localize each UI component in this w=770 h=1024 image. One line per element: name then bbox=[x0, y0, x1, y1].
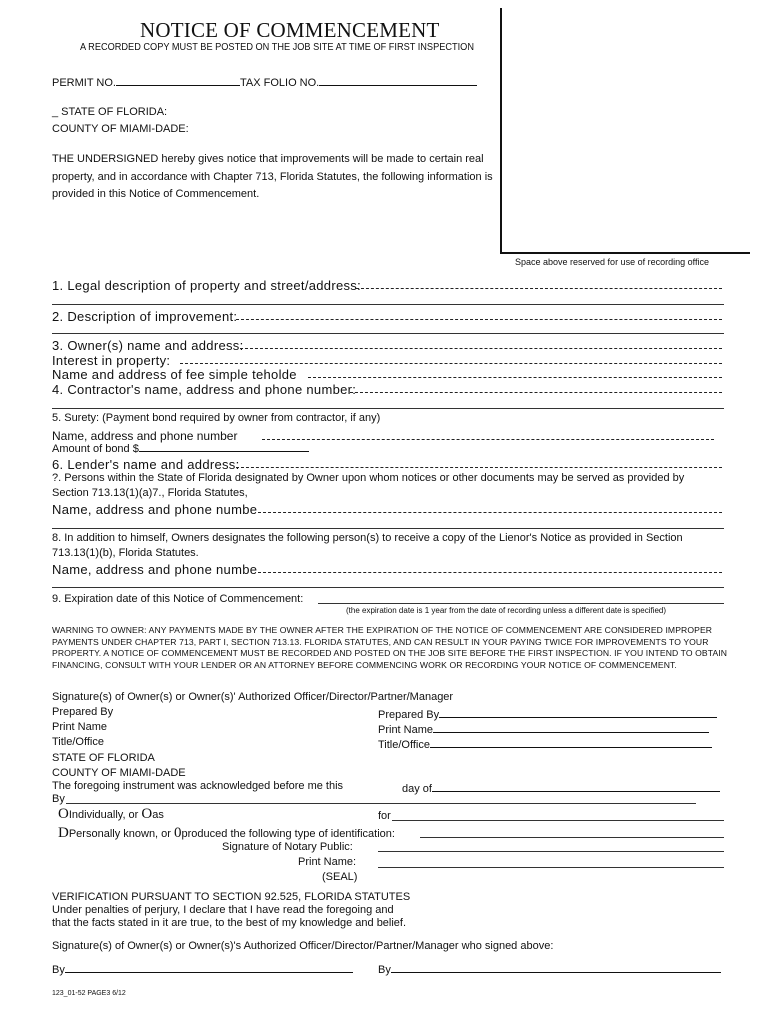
day-of-label: day of bbox=[402, 783, 432, 795]
state-line: _ STATE OF FLORIDA: bbox=[52, 106, 168, 118]
by-right-line[interactable] bbox=[391, 961, 721, 973]
improvement-line-2[interactable] bbox=[52, 333, 724, 334]
for-label: for bbox=[378, 810, 391, 822]
improvement-label: 2. Description of improvement: bbox=[52, 309, 238, 324]
permit-number-field[interactable] bbox=[52, 74, 477, 89]
item8-name-line-2[interactable] bbox=[52, 587, 724, 588]
by-right-field[interactable] bbox=[378, 961, 721, 976]
by-left-field[interactable] bbox=[52, 961, 353, 976]
produced-id-label: produced the following type of identification: bbox=[181, 828, 395, 840]
form-code-footer: 123_01-52 PAGE3 6/12 bbox=[52, 990, 126, 997]
notary-state: STATE OF FLORIDA bbox=[52, 752, 155, 764]
recording-box-border-left bbox=[500, 8, 502, 252]
signature-heading: Signature(s) of Owner(s) or Owner(s)' Authorized Officer/Director/Partner/Manager bbox=[52, 691, 454, 703]
item8-line-2: 713.13(1)(b), Florida Statutes. bbox=[52, 547, 199, 559]
prepared-by-left-label: Prepared By bbox=[52, 706, 114, 718]
legal-description-line[interactable] bbox=[356, 288, 722, 289]
as-label: as bbox=[152, 809, 164, 821]
persons-designated-line-2: Section 713.13(1)(a)7., Florida Statutes, bbox=[52, 487, 248, 499]
surety-name-line[interactable] bbox=[262, 439, 714, 440]
contractor-label: 4. Contractor's name, address and phone number: bbox=[52, 382, 357, 397]
surety-label: 5. Surety: (Payment bond required by owner from contractor, if any) bbox=[52, 412, 381, 424]
verification-heading: VERIFICATION PURSUANT TO SECTION 92.525, FLORIDA STATUTES bbox=[52, 891, 411, 903]
by-left-label: By bbox=[52, 964, 65, 976]
day-of-line[interactable] bbox=[432, 780, 720, 792]
county-line: COUNTY OF MIAMI-DADE: bbox=[52, 123, 189, 135]
individually-label: Individually, or bbox=[68, 809, 139, 821]
recording-note: Space above reserved for use of recording office bbox=[515, 257, 709, 267]
tax-folio-label: TAX FOLIO NO. bbox=[239, 77, 320, 89]
verification-block bbox=[52, 891, 410, 930]
persons-name-line[interactable] bbox=[258, 512, 722, 513]
for-line[interactable] bbox=[392, 820, 724, 821]
item8-name-line[interactable] bbox=[258, 572, 722, 573]
acknowledged-by-line[interactable] bbox=[66, 803, 696, 804]
notary-signature-label: Signature of Notary Public: bbox=[222, 841, 353, 853]
personally-known-label: Personally known, or bbox=[68, 828, 171, 840]
print-name-right-label: Print Name bbox=[378, 724, 434, 736]
recording-box-border-bottom bbox=[500, 252, 750, 254]
interest-line[interactable] bbox=[180, 363, 722, 364]
expiration-line[interactable] bbox=[318, 603, 724, 604]
legal-description-line-2[interactable] bbox=[52, 304, 724, 305]
print-name-right-line[interactable] bbox=[433, 721, 709, 733]
produced-id-checkbox-icon[interactable]: 0 bbox=[174, 825, 182, 841]
item8-line-1: 8. In addition to himself, Owners designates the following person(s) to receive a copy of the Lienor's Notice as provided in Section bbox=[52, 532, 683, 544]
seal-label: (SEAL) bbox=[322, 871, 358, 883]
expiration-label: 9. Expiration date of this Notice of Commencement: bbox=[52, 593, 304, 605]
fee-simple-line[interactable] bbox=[308, 377, 722, 378]
interest-label: Interest in property: bbox=[52, 353, 171, 368]
persons-name-label: Name, address and phone numbe bbox=[52, 502, 258, 517]
bond-amount-line[interactable] bbox=[139, 440, 309, 452]
contractor-line-2[interactable] bbox=[52, 408, 724, 409]
improvement-line[interactable] bbox=[236, 319, 722, 320]
contractor-line[interactable] bbox=[350, 392, 722, 393]
notary-print-name-line[interactable] bbox=[378, 867, 724, 868]
title-office-right-field[interactable] bbox=[378, 736, 712, 751]
capacity-line bbox=[58, 806, 164, 823]
verification-line-1: Under penalties of perjury, I declare that I have read the foregoing and bbox=[52, 904, 394, 916]
title-office-right-label: Title/Office bbox=[378, 739, 430, 751]
title-office-left-label: Title/Office bbox=[52, 736, 104, 748]
print-name-right-field[interactable] bbox=[378, 721, 709, 736]
prepared-by-right-field[interactable] bbox=[378, 706, 717, 721]
lender-line[interactable] bbox=[236, 467, 722, 468]
as-checkbox-icon[interactable]: O bbox=[141, 806, 153, 822]
by-right-label: By bbox=[378, 964, 391, 976]
warning-to-owner: WARNING TO OWNER: ANY PAYMENTS MADE BY THE OWNER AFTER THE EXPIRATION OF THE NOTICE OF COMMENCEMENT ARE CONSIDERED IMPROPER PAYMENTS UNDER CHAPTER 713, PART I, SECTION 713.13. FLORIDA STATUTES, AND CAN RESULT IN YOUR PAYING TWICE FOR IMPROVEMENTS TO YOUR PROPERTY. A NOTICE OF COMMENCEMENT MUST BE RECORDED AND POSTED ON THE JOB SITE BEFORE THE FIRST INSPECTION. IF YOU INTEND TO OBTAIN FINANCING, CONSULT WITH YOUR LENDER OR AN ATTORNEY BEFORE COMMENCING WORK OR RECORDING YOUR NOTICE OF COMMENCEMENT. bbox=[52, 625, 728, 670]
form-subtitle: A RECORDED COPY MUST BE POSTED ON THE JOB SITE AT TIME OF FIRST INSPECTION bbox=[80, 42, 474, 53]
foregoing-text: The foregoing instrument was acknowledged before me this bbox=[52, 780, 344, 792]
identification-type-line[interactable] bbox=[420, 837, 724, 838]
day-of-field[interactable] bbox=[402, 780, 720, 795]
bond-amount-label: Amount of bond $ bbox=[52, 443, 139, 455]
bond-amount-field[interactable] bbox=[52, 440, 309, 455]
print-name-left-label: Print Name bbox=[52, 721, 108, 733]
permit-label: PERMIT NO. bbox=[52, 77, 116, 89]
form-title: NOTICE OF COMMENCEMENT bbox=[140, 18, 440, 42]
identification-line bbox=[58, 825, 395, 842]
verification-line-2: that the facts stated in it are true, to the best of my knowledge and belief. bbox=[52, 917, 407, 929]
notary-county: COUNTY OF MIAMI-DADE bbox=[52, 767, 186, 779]
notary-signature-line[interactable] bbox=[378, 851, 724, 852]
persons-name-line-2[interactable] bbox=[52, 528, 724, 529]
intro-paragraph: THE UNDERSIGNED hereby gives notice that improvements will be made to certain real property, and in accordance with Chapter 713, Florida Statutes, the following information is provided in this Notice of Commencement. bbox=[52, 153, 493, 200]
notary-print-name-label: Print Name: bbox=[298, 856, 357, 868]
by-left-line[interactable] bbox=[65, 961, 353, 973]
persons-designated-line-1: ?. Persons within the State of Florida designated by Owner upon whom notices or other documents may be served as provided by bbox=[52, 472, 685, 484]
owner-line[interactable] bbox=[240, 348, 722, 349]
expiration-note: (the expiration date is 1 year from the date of recording unless a different date is specified) bbox=[346, 606, 667, 615]
signed-above-label: Signature(s) of Owner(s) or Owner(s)'s Authorized Officer/Director/Partner/Manager who signed above: bbox=[52, 940, 554, 952]
lender-label: 6. Lender's name and address: bbox=[52, 457, 240, 472]
prepared-by-right-line[interactable] bbox=[439, 706, 717, 718]
owner-label: 3. Owner(s) name and address: bbox=[52, 338, 244, 353]
legal-description-label: 1. Legal description of property and street/address: bbox=[52, 278, 361, 293]
item8-name-label: Name, address and phone numbe bbox=[52, 562, 258, 577]
surety-name-label: Name, address and phone number bbox=[52, 429, 238, 443]
tax-folio-input-line[interactable] bbox=[319, 74, 477, 86]
prepared-by-right-label: Prepared By bbox=[378, 709, 440, 721]
title-office-right-line[interactable] bbox=[430, 736, 712, 748]
personally-known-checkbox-icon[interactable]: D bbox=[58, 825, 69, 841]
fee-simple-label: Name and address of fee simple teholde bbox=[52, 367, 297, 382]
permit-input-line[interactable] bbox=[116, 74, 240, 86]
acknowledged-by-label: By bbox=[52, 793, 65, 805]
individually-checkbox-icon[interactable]: O bbox=[58, 806, 69, 822]
